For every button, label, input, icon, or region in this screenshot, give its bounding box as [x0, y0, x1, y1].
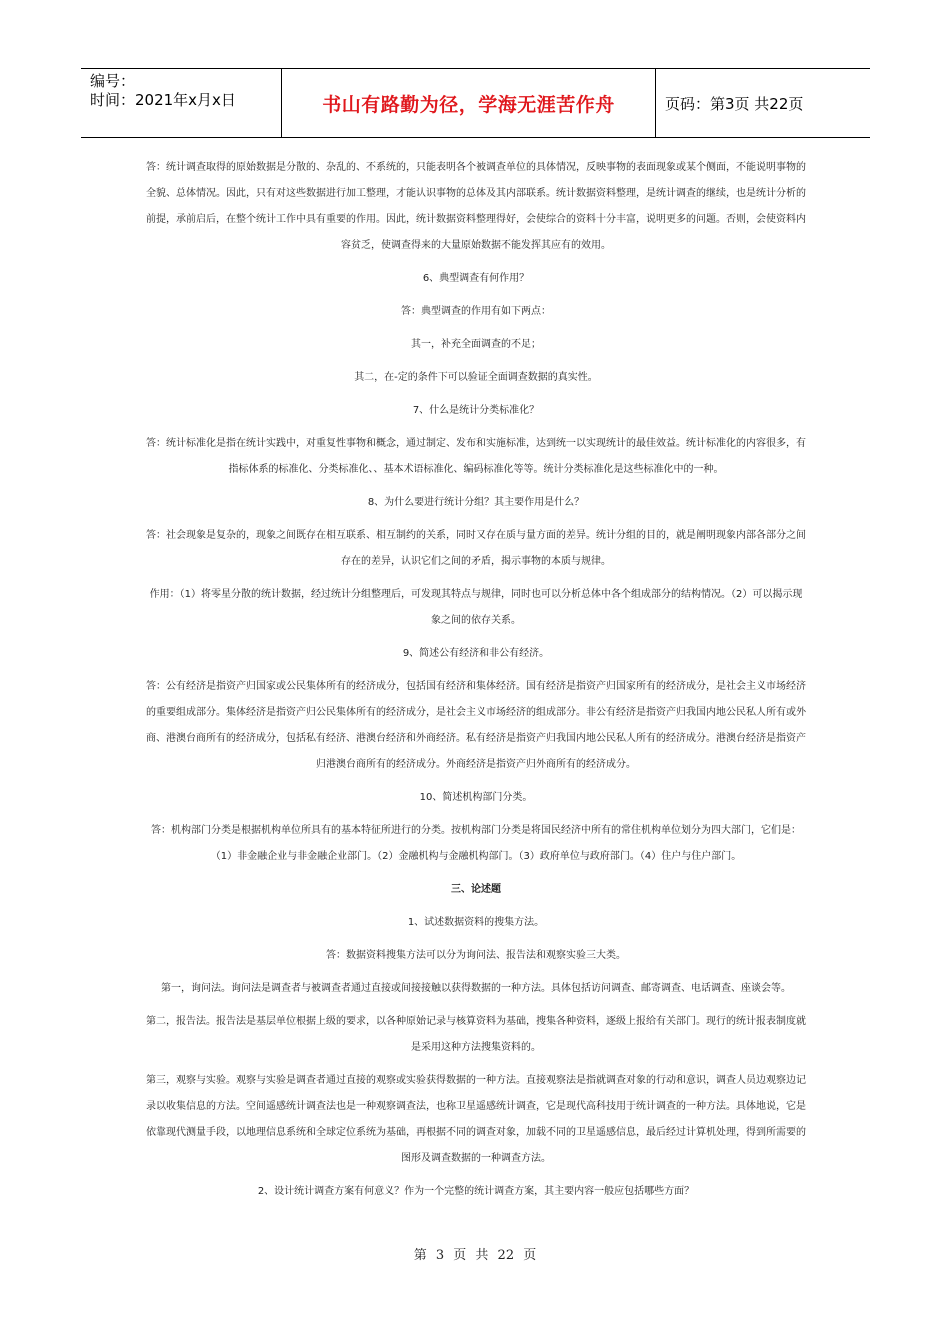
question-7: 7、什么是统计分类标准化？ — [412, 405, 540, 416]
page-header — [81, 68, 870, 138]
answer-paragraph: 答：统计调查取得的原始数据是分散的、杂乱的、不系统的，只能表明各个被调查单位的具体情况，反映事物的表面现象或某个侧面，不能说明事物的全貌、总体情况。因此，只有对这些数据进行加工整理，才能认识事物的总体及其内部联系。统计数据资料整理，是统计调查的继续，也是统计分析的前提，承前启后，在整个统计工作中具有重要的作用。因此，统计数据资料整理得好，会使综合的资料十分丰富，说明更多的问题。否则，会使资料内容贫乏，使调查得来的大量原始数据不能发挥其应有的效用。 — [146, 162, 806, 251]
answer-paragraph: 答：公有经济是指资产归国家或公民集体所有的经济成分，包括国有经济和集体经济。国有经济是指资产归国家所有的经济成分，是社会主义市场经济的重要组成部分。集体经济是指资产归公民集体所有的经济成分，是社会主义市场经济的组成部分。非公有经济是指资产归我国内地公民私人所有或外商、港澳台商所有的经济成分，包括私有经济、港澳台经济和外商经济。私有经济是指资产归我国内地公民私人所有的经济成分。港澳台经济是指资产归港澳台商所有的经济成分。外商经济是指资产归外商所有的经济成分。 — [146, 681, 806, 770]
answer-paragraph: 答：数据资料搜集方法可以分为询问法、报告法和观察实验三大类。 — [326, 950, 626, 961]
answer-paragraph: 答：社会现象是复杂的，现象之间既存在相互联系、相互制约的关系，同时又存在质与量方面的差异。统计分组的目的，就是阐明现象内部各部分之间存在的差异，认识它们之间的矛盾，揭示事物的本质与规律。 — [146, 530, 806, 567]
essay-question-1: 1、试述数据资料的搜集方法。 — [407, 917, 545, 928]
section-heading: 三、论述题 — [451, 884, 501, 895]
answer-paragraph: 答：统计标准化是指在统计实践中，对重复性事物和概念，通过制定、发布和实施标准，达到统一以实现统计的最佳效益。统计标准化的内容很多，有指标体系的标准化、分类标准化、、基本术语标准化、编码标准化等等。统计分类标准化是这些标准化中的一种。 — [146, 438, 806, 475]
header-left-cell — [81, 69, 282, 137]
time-label: 时间：2021年x月x日 — [90, 91, 236, 109]
question-9: 9、简述公有经济和非公有经济。 — [402, 648, 550, 659]
answer-paragraph: 第三，观察与实验。观察与实验是调查者通过直接的观察或实验获得数据的一种方法。直接观察法是指就调查对象的行动和意识，调查人员边观察边记录以收集信息的方法。空间遥感统计调查法也是一种观察调查法，也称卫星遥感统计调查，它是现代高科技用于统计调查的一种方法。具体地说，它是依靠现代测量手段，以地理信息系统和全球定位系统为基础，再根据不同的调查对象，加载不同的卫星遥感信息，最后经过计算机处理，得到所需要的图形及调查数据的一种调查方法。 — [146, 1075, 806, 1164]
header-page-cell — [656, 69, 870, 137]
answer-paragraph: 答：机构部门分类是根据机构单位所具有的基本特征所进行的分类。按机构部门分类是将国民经济中所有的常住机构单位划分为四大部门，它们是：（1）非金融企业与非金融企业部门。（2）金融机构与金融机构部门。（3）政府单位与政府部门。（4）住户与住户部门。 — [151, 825, 801, 862]
document-body — [146, 155, 806, 1212]
header-motto-cell — [282, 69, 656, 137]
essay-question-2: 2、设计统计调查方案有何意义？作为一个完整的统计调查方案，其主要内容一般应包括哪些方面？ — [257, 1186, 695, 1197]
question-6: 6、典型调查有何作用？ — [422, 273, 530, 284]
answer-point: 其一，补充全面调查的不足； — [411, 339, 541, 350]
answer-paragraph: 第一，询问法。询问法是调查者与被调查者通过直接或间接接触以获得数据的一种方法。具体包括访问调查、邮寄调查、电话调查、座谈会等。 — [161, 983, 791, 994]
answer-point: 其二，在-定的条件下可以验证全面调查数据的真实性。 — [354, 372, 598, 383]
answer-paragraph: 作用：（1）将零星分散的统计数据，经过统计分组整理后，可发现其特点与规律，同时也可以分析总体中各个组成部分的结构情况。（2）可以揭示现象之间的依存关系。 — [149, 589, 803, 626]
page-info: 页码：第3页 共22页 — [665, 94, 804, 113]
question-8: 8、为什么要进行统计分组？其主要作用是什么？ — [367, 497, 585, 508]
page-footer: 第 3 页 共 22 页 — [413, 1248, 537, 1263]
answer-paragraph: 第二，报告法。报告法是基层单位根据上级的要求，以各种原始记录与核算资料为基础，搜集各种资料，逐级上报给有关部门。现行的统计报表制度就是采用这种方法搜集资料的。 — [146, 1016, 806, 1053]
question-10: 10、简述机构部门分类。 — [419, 792, 533, 803]
answer-paragraph: 答：典型调查的作用有如下两点： — [401, 306, 551, 317]
motto-text: 书山有路勤为径，学海无涯苦作舟 — [322, 93, 615, 116]
number-label: 编号： — [90, 72, 136, 90]
